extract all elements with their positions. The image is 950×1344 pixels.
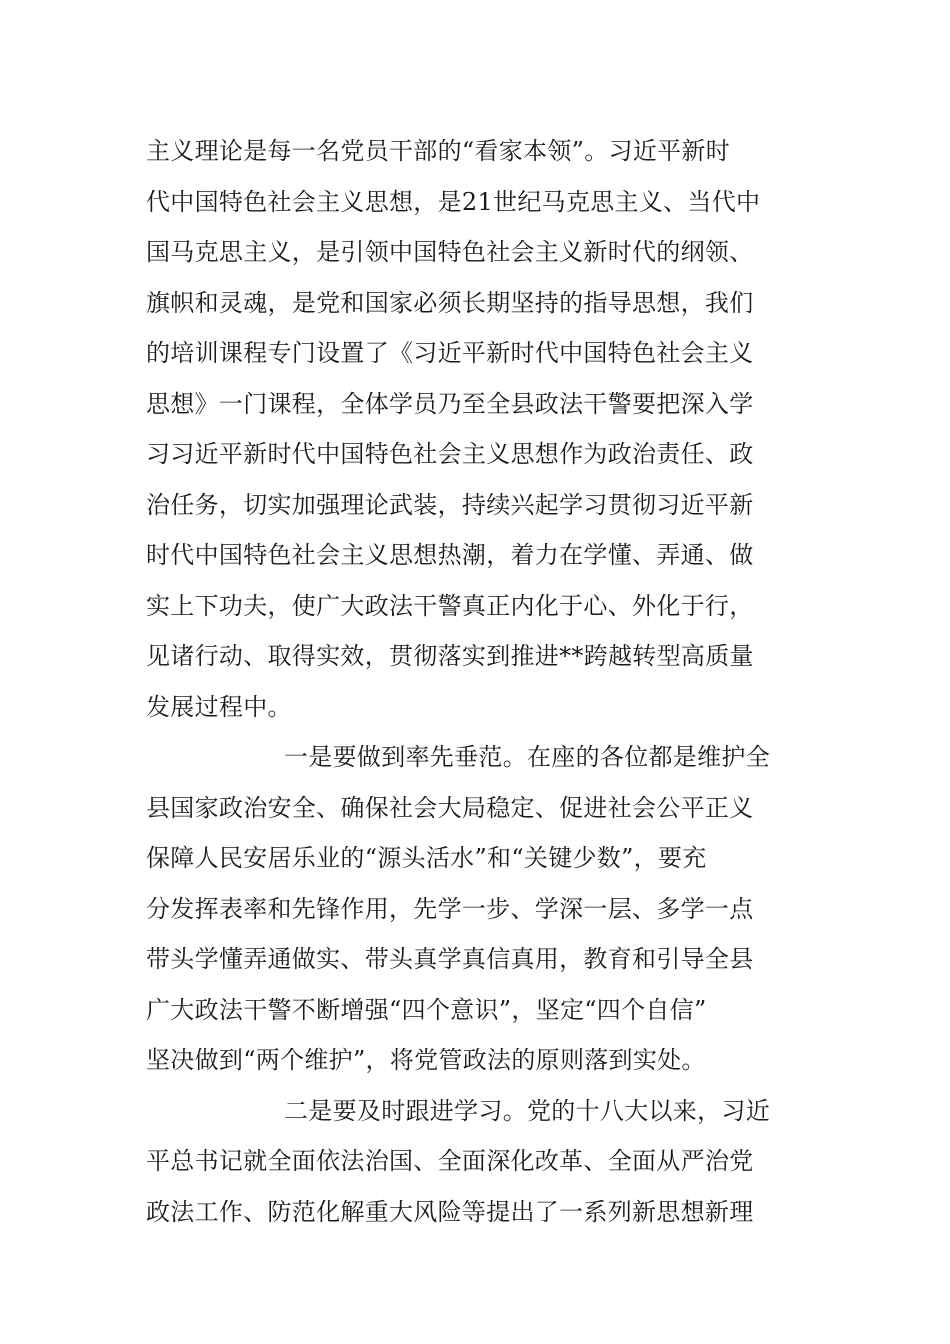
text-line: 分发挥表率和先锋作用，先学一步、学深一层、多学一点 (146, 894, 754, 923)
text-line: 带头学懂弄通做实、带头真学真信真用，教育和引导全县 (146, 945, 754, 973)
text-line: 发展过程中。 (146, 692, 292, 721)
text-line: 治任务，切实加强理论武装，持续兴起学习贯彻习近平新 (146, 490, 754, 519)
text-line: 平总书记就全面依法治国、全面深化改革、全面从严治党 (146, 1147, 754, 1175)
text-line: 政法工作、防范化解重大风险等提出了一系列新思想新理 (146, 1197, 754, 1226)
text-line: 主义理论是每一名党员干部的“看家本领”。习近平新时 (146, 137, 731, 165)
text-line: 旗帜和灵魂，是党和国家必须长期坚持的指导思想，我们 (146, 288, 754, 317)
text-line: 广大政法干警不断增强“四个意识”，坚定“四个自信” (146, 995, 707, 1024)
text-line: 县国家政治安全、确保社会大局稳定、促进社会公平正义 (146, 793, 754, 822)
text-line: 实上下功夫，使广大政法干警真正内化于心、外化于行， (146, 591, 754, 620)
text-line: 时代中国特色社会主义思想热潮，着力在学懂、弄通、做 (146, 541, 754, 569)
text-line: 坚决做到“两个维护”，将党管政法的原则落到实处。 (146, 1046, 706, 1074)
text-line: 习习近平新时代中国特色社会主义思想作为政治责任、政 (146, 440, 754, 468)
paragraph-first-line: 二是要及时跟进学习。党的十八大以来，习近 (284, 1096, 770, 1125)
paragraph-first-line: 一是要做到率先垂范。在座的各位都是维护全 (284, 743, 770, 771)
text-line: 代中国特色社会主义思想，是21世纪马克思主义、当代中 (146, 187, 761, 216)
text-line: 的培训课程专门设置了《习近平新时代中国特色社会主义 (146, 339, 754, 367)
text-line: 国马克思主义，是引领中国特色社会主义新时代的纲领、 (146, 238, 754, 266)
document-body (146, 126, 806, 1237)
text-line: 思想》一门课程，全体学员乃至全县政法干警要把深入学 (146, 389, 754, 418)
text-line: 保障人民安居乐业的“源头活水”和“关键少数”，要充 (146, 844, 707, 872)
text-line: 见诸行动、取得实效，贯彻落实到推进**跨越转型高质量 (146, 642, 754, 670)
